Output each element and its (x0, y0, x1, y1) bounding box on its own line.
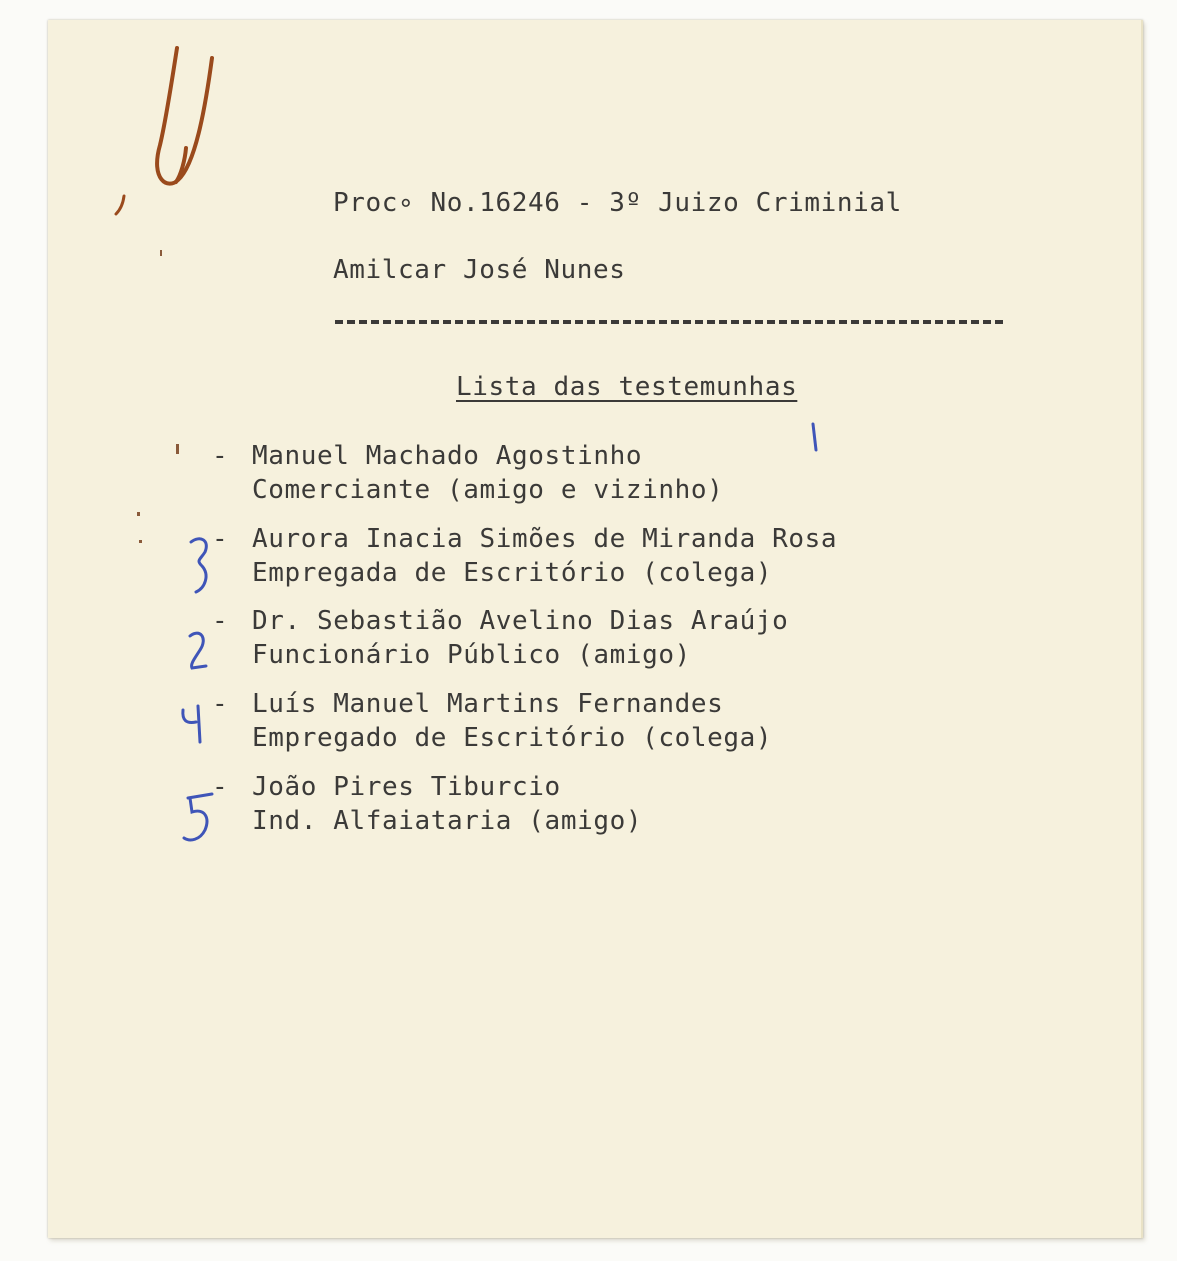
defendant-name: Amilcar José Nunes (333, 255, 626, 285)
item-dash: - (212, 524, 229, 554)
list-title: Lista das testemunhas (456, 372, 798, 402)
witness-detail: Empregada de Escritório (colega) (252, 558, 773, 588)
witness-name: Aurora Inacia Simões de Miranda Rosa (252, 524, 838, 554)
item-dash: - (212, 606, 229, 636)
header-divider (335, 320, 1003, 324)
process-line: Proc∘ No.16246 - 3º Juizo Criminial (333, 188, 902, 218)
item-dash: - (212, 441, 229, 471)
witness-detail: Comerciante (amigo e vizinho) (252, 475, 724, 505)
witness-name: Luís Manuel Martins Fernandes (252, 689, 724, 719)
witness-detail: Ind. Alfaiataria (amigo) (252, 806, 643, 836)
witness-name: João Pires Tiburcio (252, 772, 561, 802)
witness-name: Manuel Machado Agostinho (252, 441, 643, 471)
item-dash: - (212, 772, 229, 802)
witness-detail: Funcionário Público (amigo) (252, 640, 691, 670)
witness-detail: Empregado de Escritório (colega) (252, 723, 773, 753)
witness-name: Dr. Sebastião Avelino Dias Araújo (252, 606, 789, 636)
item-dash: - (212, 689, 229, 719)
